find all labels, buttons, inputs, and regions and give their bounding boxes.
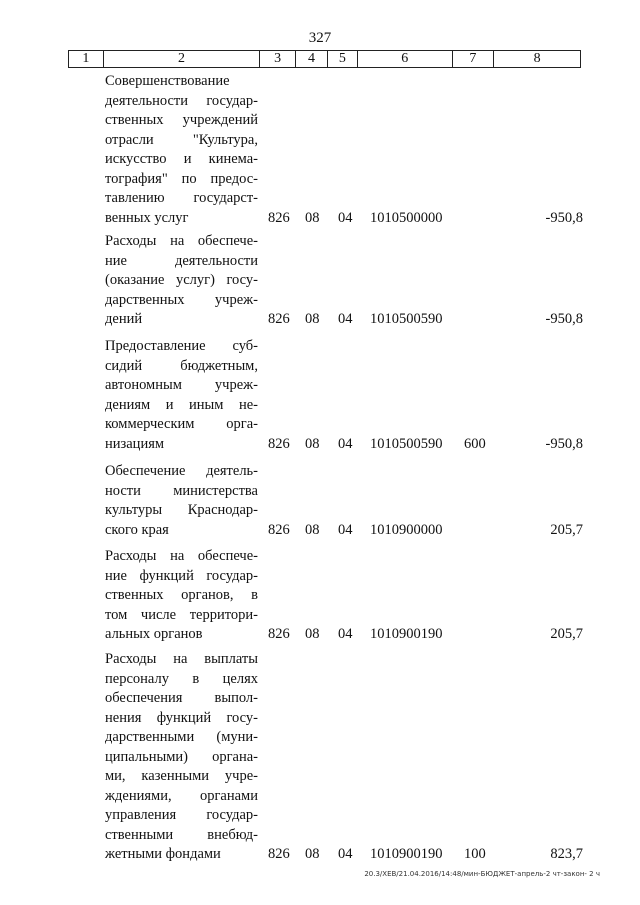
code-rz: 08 (305, 626, 320, 642)
row-name-line: дарственными (муни- (105, 729, 258, 745)
row-name-line: Обеспечение деятель- (105, 463, 258, 479)
code-rz: 08 (305, 209, 320, 226)
code-pr: 04 (338, 626, 353, 642)
row-name (105, 650, 258, 865)
code-pr: 04 (338, 435, 353, 452)
amount: 205,7 (550, 521, 583, 538)
row-name-line: ние деятельности (105, 252, 258, 269)
code-rz: 08 (305, 311, 320, 327)
row-name-line: искусство и кинема- (105, 151, 258, 167)
code-ved: 826 (268, 846, 290, 862)
header-col-8: 8 (533, 51, 541, 66)
code-vr: 600 (464, 435, 486, 452)
row-name-line: культуры Краснодар- (105, 502, 258, 518)
row-name-line: ности министерства (105, 482, 258, 499)
code-rz: 08 (305, 521, 320, 538)
row-name-line: ского края (105, 521, 169, 538)
code-ved: 826 (268, 311, 290, 327)
header-col-6: 6 (358, 51, 453, 67)
row-name-line: Расходы на обеспече- (105, 233, 258, 249)
table-header (68, 50, 581, 68)
row-name-line: ждениями, органами (105, 787, 258, 804)
row-name-line: нения функций госу- (105, 709, 258, 726)
code-csr: 1010500000 (370, 209, 443, 226)
row-name-line: Расходы на выплаты (105, 651, 258, 667)
row-name-line: жетными фондами (105, 846, 221, 862)
code-pr: 04 (338, 846, 353, 862)
row-name-line: венных услуг (105, 209, 189, 226)
row-name-line: ние функций государ- (105, 567, 258, 584)
row-name (105, 337, 258, 454)
row-name-line: дарственных учреж- (105, 291, 258, 308)
row-name-line: ственными внебюд- (105, 826, 258, 843)
code-csr: 1010500590 (370, 311, 443, 327)
amount: -950,8 (545, 209, 583, 226)
row-name-line: сидий бюджетным, (105, 357, 258, 374)
amount: -950,8 (545, 311, 583, 327)
row-name-line: Предоставление суб- (105, 338, 258, 354)
row-name (105, 547, 258, 645)
row-name-line: ципальными) органа- (105, 748, 258, 765)
header-col-7: 7 (453, 51, 495, 67)
amount: 205,7 (550, 626, 583, 642)
code-csr: 1010900000 (370, 521, 443, 538)
page-number: 327 (308, 30, 332, 46)
row-name-line: (оказание услуг) госу- (105, 272, 258, 288)
code-rz: 08 (305, 435, 320, 452)
row-name-line: отрасли "Культура, (105, 131, 258, 148)
row-name-line: дений (105, 311, 143, 327)
code-vr: 100 (464, 846, 486, 862)
code-ved: 826 (268, 435, 290, 452)
row-name-line: ми, казенными учре- (105, 768, 258, 784)
code-pr: 04 (338, 521, 353, 538)
header-col-3: 3 (260, 51, 296, 67)
footer-stamp: 20.3/ХЕВ/21.04.2016/14:48/мин-БЮДЖЕТ-апрель-2 чт-закон- 2 ч (364, 870, 600, 878)
code-csr: 1010900190 (370, 846, 443, 862)
header-col-2: 2 (104, 51, 260, 67)
code-ved: 826 (268, 209, 290, 226)
row-name-line: Расходы на обеспече- (105, 548, 258, 564)
header-col-4: 4 (296, 51, 328, 67)
code-rz: 08 (305, 846, 320, 862)
row-name-line: персоналу в целях (105, 670, 258, 687)
code-csr: 1010900190 (370, 626, 443, 642)
header-col-1: 1 (69, 51, 104, 67)
row-name-line: низациям (105, 435, 165, 452)
code-pr: 04 (338, 311, 353, 327)
header-col-5: 5 (328, 51, 358, 67)
row-name-line: автономным учреж- (105, 377, 258, 393)
row-name-line: тавлению государст- (105, 190, 258, 206)
amount: 823,7 (550, 846, 583, 862)
code-pr: 04 (338, 209, 353, 226)
row-name (105, 72, 258, 228)
row-name-line: тография" по предос- (105, 170, 258, 187)
row-name-line: обеспечения выпол- (105, 690, 258, 706)
amount: -950,8 (545, 435, 583, 452)
row-name (105, 462, 258, 540)
row-name-line: дениям и иным не- (105, 396, 258, 413)
row-name-line: Совершенствование (105, 73, 230, 89)
row-name-line: альных органов (105, 626, 203, 642)
row-name-line: деятельности госудаp- (105, 92, 258, 109)
row-name-line: ственных учреждений (105, 112, 258, 128)
row-name (105, 232, 258, 330)
row-name-line: ственных органов, в (105, 587, 258, 603)
code-ved: 826 (268, 626, 290, 642)
row-name-line: том числе территори- (105, 606, 258, 623)
code-ved: 826 (268, 521, 290, 538)
row-name-line: коммерческим орга- (105, 416, 258, 432)
code-csr: 1010500590 (370, 435, 443, 452)
row-name-line: управления государ- (105, 807, 258, 823)
